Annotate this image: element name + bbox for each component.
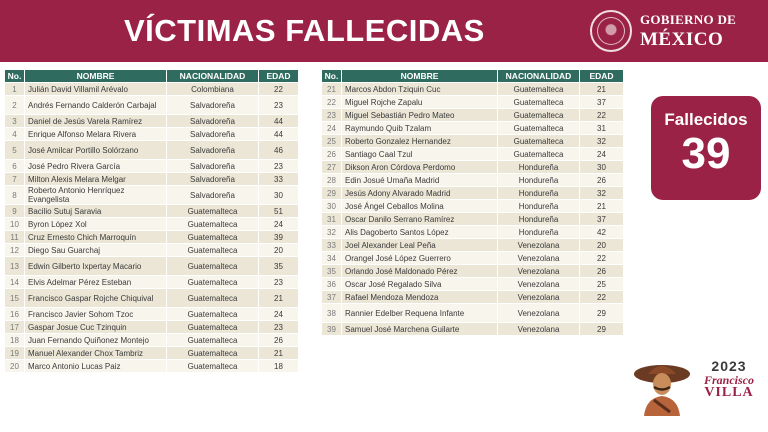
table-row [322,109,624,122]
column-header-no: No. [322,70,342,83]
victims-table-right [321,69,624,336]
victim-age: 22 [580,252,624,265]
row-number: 26 [322,148,342,161]
table-row [322,213,624,226]
table-row [322,161,624,174]
row-number: 24 [322,122,342,135]
victim-nationality: Guatemalteca [167,289,259,308]
table-row [5,186,299,205]
victim-age: 26 [580,174,624,187]
row-number: 31 [322,213,342,226]
fallecidos-summary-card [651,96,761,200]
table-row [322,148,624,161]
column-header-nacionalidad: NACIONALIDAD [498,70,580,83]
victim-nationality: Salvadoreña [167,115,259,128]
victim-age: 20 [259,244,299,257]
table-row [322,278,624,291]
victim-name: Byron López Xol [25,218,167,231]
victim-age: 21 [580,83,624,96]
victim-nationality: Salvadoreña [167,173,259,186]
row-number: 14 [5,276,25,289]
row-number: 34 [322,252,342,265]
victim-nationality: Guatemalteca [498,122,580,135]
table-row [5,128,299,141]
table-row [322,200,624,213]
victim-age: 25 [580,278,624,291]
table-row [5,334,299,347]
victim-name: Miguel Sebastián Pedro Mateo [342,109,498,122]
victim-nationality: Hondureña [498,226,580,239]
victim-nationality: Hondureña [498,187,580,200]
table-row [5,257,299,276]
victim-age: 29 [580,304,624,323]
victim-nationality: Guatemalteca [167,257,259,276]
logo-year: 2023 [711,358,747,374]
row-number: 35 [322,265,342,278]
row-number: 29 [322,187,342,200]
table-row [5,160,299,173]
victim-nationality: Guatemalteca [498,135,580,148]
table-row [5,141,299,160]
victim-nationality: Salvadoreña [167,160,259,173]
row-number: 7 [5,173,25,186]
row-number: 8 [5,186,25,205]
table-row [5,289,299,308]
row-number: 16 [5,308,25,321]
table-row [322,239,624,252]
victim-name: Dikson Aron Córdova Perdomo [342,161,498,174]
victim-age: 26 [259,334,299,347]
table-row [5,205,299,218]
row-number: 27 [322,161,342,174]
victim-nationality: Guatemalteca [498,148,580,161]
victim-name: José Pedro Rivera García [25,160,167,173]
victim-nationality: Guatemalteca [167,334,259,347]
victim-name: Rafael Mendoza Mendoza [342,291,498,304]
column-header-nombre: NOMBRE [25,70,167,83]
victim-name: Oscar José Regalado Silva [342,278,498,291]
victim-age: 22 [580,109,624,122]
victim-age: 33 [259,173,299,186]
victim-name: Roberto Antonio Henríquez Evangelista [25,186,167,205]
row-number: 13 [5,257,25,276]
victim-nationality: Colombiana [167,83,259,96]
victim-nationality: Guatemalteca [167,205,259,218]
victim-nationality: Venezolana [498,291,580,304]
victim-age: 35 [259,257,299,276]
header-bar [0,0,768,62]
national-seal-icon [590,10,632,52]
victim-age: 51 [259,205,299,218]
table-row [322,187,624,200]
victim-nationality: Salvadoreña [167,128,259,141]
table-row [322,323,624,336]
table-row [5,308,299,321]
table-row [322,135,624,148]
row-number: 21 [322,83,342,96]
victim-nationality: Guatemalteca [167,308,259,321]
victim-age: 24 [259,218,299,231]
row-number: 3 [5,115,25,128]
victim-name: Gaspar Josue Cuc Tzinquin [25,321,167,334]
column-header-nacionalidad: NACIONALIDAD [167,70,259,83]
row-number: 25 [322,135,342,148]
victim-name: Enrique Alfonso Melara Rivera [25,128,167,141]
table-row [322,122,624,135]
victim-name: Alis Dagoberto Santos López [342,226,498,239]
victim-nationality: Guatemalteca [498,83,580,96]
table-header-row [322,70,624,83]
row-number: 38 [322,304,342,323]
row-number: 2 [5,96,25,115]
victim-age: 37 [580,96,624,109]
victim-name: José Ángel Ceballos Molina [342,200,498,213]
victim-nationality: Salvadoreña [167,141,259,160]
fallecidos-count: 39 [681,129,731,178]
victim-name: Diego Sau Guarchaj [25,244,167,257]
row-number: 23 [322,109,342,122]
victim-name: Milton Alexis Melara Melgar [25,173,167,186]
victim-age: 23 [259,276,299,289]
victim-name: Cruz Ernesto Chich Marroquín [25,231,167,244]
victim-nationality: Guatemalteca [167,244,259,257]
row-number: 18 [5,334,25,347]
row-number: 1 [5,83,25,96]
victim-name: Francisco Javier Sohom Tzoc [25,308,167,321]
row-number: 10 [5,218,25,231]
row-number: 15 [5,289,25,308]
victim-name: Joel Alexander Leal Peña [342,239,498,252]
row-number: 6 [5,160,25,173]
villa-portrait-icon [632,356,696,416]
victim-age: 39 [259,231,299,244]
row-number: 20 [5,360,25,373]
victim-name: Orlando José Maldonado Pérez [342,265,498,278]
table-row [322,174,624,187]
logo-brand-line1: Francisco [703,373,754,387]
column-header-edad: EDAD [580,70,624,83]
victim-age: 23 [259,160,299,173]
table-row [5,218,299,231]
column-header-nombre: NOMBRE [342,70,498,83]
victim-name: Orangel José López Guerrero [342,252,498,265]
victim-age: 20 [580,239,624,252]
victim-age: 29 [580,323,624,336]
victim-nationality: Venezolana [498,323,580,336]
victim-age: 23 [259,321,299,334]
table-row [5,321,299,334]
victim-nationality: Guatemalteca [498,96,580,109]
table-header-row [5,70,299,83]
column-header-edad: EDAD [259,70,299,83]
table-row [322,226,624,239]
victim-age: 32 [580,187,624,200]
francisco-villa-2023-logo [632,352,762,418]
victim-name: Jesús Adony Alvarado Madrid [342,187,498,200]
victim-age: 22 [580,291,624,304]
victim-nationality: Venezolana [498,239,580,252]
row-number: 39 [322,323,342,336]
victim-name: Julián David Villamil Arévalo [25,83,167,96]
victim-nationality: Venezolana [498,265,580,278]
victim-nationality: Guatemalteca [167,347,259,360]
victim-nationality: Venezolana [498,252,580,265]
victim-name: Edin Josué Umaña Madrid [342,174,498,187]
victim-age: 44 [259,115,299,128]
victim-nationality: Guatemalteca [167,276,259,289]
victim-nationality: Guatemalteca [167,231,259,244]
victim-nationality: Salvadoreña [167,96,259,115]
victim-age: 24 [259,308,299,321]
table-row [5,360,299,373]
table-row [5,115,299,128]
victim-nationality: Hondureña [498,174,580,187]
fallecidos-label: Fallecidos [664,110,748,129]
victim-age: 22 [259,83,299,96]
victim-name: Francisco Gaspar Rojche Chiquival [25,289,167,308]
victim-age: 44 [259,128,299,141]
victim-name: Marco Antonio Lucas Paiz [25,360,167,373]
victim-name: Manuel Alexander Chox Tambriz [25,347,167,360]
row-number: 19 [5,347,25,360]
row-number: 9 [5,205,25,218]
victim-age: 21 [259,347,299,360]
table-row [5,173,299,186]
row-number: 32 [322,226,342,239]
table-row [5,96,299,115]
victim-age: 37 [580,213,624,226]
victim-nationality: Venezolana [498,304,580,323]
victim-name: José Amilcar Portillo Solórzano [25,141,167,160]
row-number: 33 [322,239,342,252]
victim-nationality: Salvadoreña [167,186,259,205]
table-row [322,96,624,109]
victim-name: Marcos Abdon Tziquin Cuc [342,83,498,96]
victim-name: Santiago Caal Tzul [342,148,498,161]
victim-nationality: Hondureña [498,200,580,213]
victim-age: 32 [580,135,624,148]
victim-age: 21 [580,200,624,213]
victim-name: Bacilio Sutuj Saravia [25,205,167,218]
row-number: 5 [5,141,25,160]
victim-age: 21 [259,289,299,308]
victim-name: Samuel José Marchena Guilarte [342,323,498,336]
page-title: VÍCTIMAS FALLECIDAS [124,13,485,48]
victim-age: 26 [580,265,624,278]
table-row [322,291,624,304]
victim-name: Rannier Edelber Requena Infante [342,304,498,323]
table-row [5,347,299,360]
victim-age: 42 [580,226,624,239]
victim-age: 31 [580,122,624,135]
row-number: 28 [322,174,342,187]
row-number: 11 [5,231,25,244]
victim-nationality: Guatemalteca [167,321,259,334]
victim-age: 30 [580,161,624,174]
row-number: 36 [322,278,342,291]
victim-nationality: Guatemalteca [167,360,259,373]
victim-nationality: Venezolana [498,278,580,291]
victim-name: Daniel de Jesús Varela Ramírez [25,115,167,128]
victim-name: Raymundo Quib Tzalam [342,122,498,135]
victim-nationality: Hondureña [498,213,580,226]
victim-age: 46 [259,141,299,160]
government-logo [640,13,736,49]
logo-brand-line2: VILLA [704,385,754,400]
victim-age: 24 [580,148,624,161]
row-number: 12 [5,244,25,257]
row-number: 22 [322,96,342,109]
row-number: 17 [5,321,25,334]
table-row [5,231,299,244]
table-row [322,83,624,96]
victim-nationality: Hondureña [498,161,580,174]
victim-name: Miguel Rojche Zapalu [342,96,498,109]
row-number: 30 [322,200,342,213]
row-number: 4 [5,128,25,141]
victim-name: Juan Fernando Quiñonez Montejo [25,334,167,347]
column-header-no: No. [5,70,25,83]
victim-age: 18 [259,360,299,373]
victim-name: Oscar Danilo Serrano Ramírez [342,213,498,226]
row-number: 37 [322,291,342,304]
victim-age: 23 [259,96,299,115]
victim-name: Edwin Gilberto Ixpertay Macario [25,257,167,276]
victim-name: Andrés Fernando Calderón Carbajal [25,96,167,115]
table-row [5,276,299,289]
victim-nationality: Guatemalteca [498,109,580,122]
table-row [5,244,299,257]
victim-name: Roberto Gonzalez Hernandez [342,135,498,148]
table-row [322,265,624,278]
government-logo-line1: GOBIERNO DE [640,12,737,27]
government-logo-line2: MÉXICO [640,29,724,50]
victim-age: 30 [259,186,299,205]
table-row [5,83,299,96]
table-row [322,252,624,265]
table-row [322,304,624,323]
victim-name: Elvis Adelmar Pérez Esteban [25,276,167,289]
victim-nationality: Guatemalteca [167,218,259,231]
victims-table-left [4,69,299,373]
